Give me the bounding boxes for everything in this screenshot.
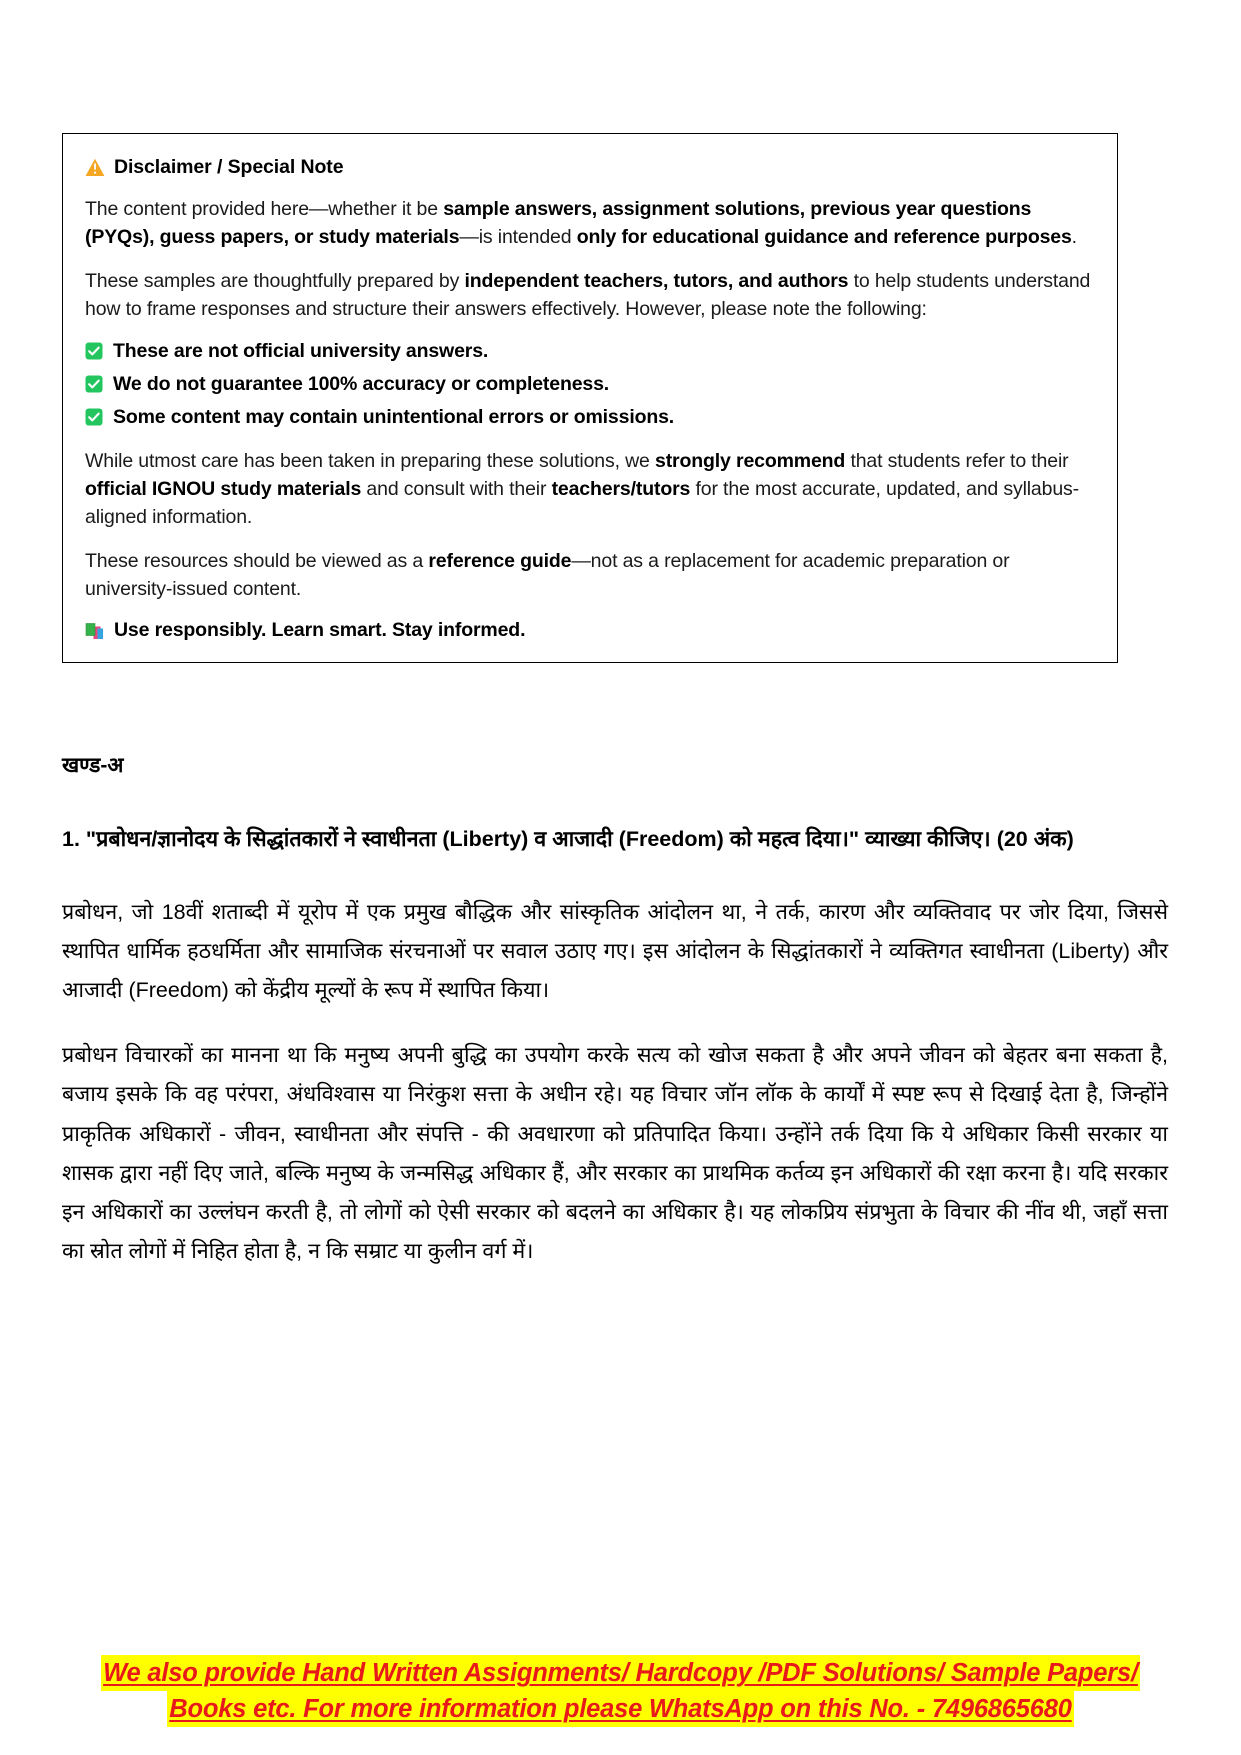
- disclaimer-paragraph-4: [85, 547, 1095, 603]
- plain-text: While utmost care has been taken in preparing these solutions, we: [85, 450, 656, 473]
- disclaimer-paragraph-2: [85, 267, 1095, 323]
- answer-paragraph: प्रबोधन विचारकों का मानना था कि मनुष्य अपनी बुद्धि का उपयोग करके सत्य को खोज सकता है और अपने जीवन को बेहतर बना सकता है, बजाय इसके कि वह परंपरा, अंधविश्वास या निरंकुश सत्ता के अधीन रहे। यह विचार जॉन लॉक के कार्यों में स्पष्ट रूप से दिखाई देता है, जिन्होंने प्राकृतिक अधिकारों - जीवन, स्वाधीनता और संपत्ति - की अवधारणा को प्रतिपादित किया। उन्होंने तर्क दिया कि ये अधिकार किसी सरकार या शासक द्वारा नहीं दिए जाते, बल्कि मनुष्य के जन्मसिद्ध अधिकार हैं, और सरकार का प्राथमिक कर्तव्य इन अधिकारों की रक्षा करना है। यदि सरकार इन अधिकारों का उल्लंघन करती है, तो लोगों को ऐसी सरकार को बदलने का अधिकार है। यह लोकप्रिय संप्रभुता के विचार की नींव थी, जहाँ सत्ता का स्रोत लोगों में निहित होता है, न कि सम्राट या कुलीन वर्ग में।: [62, 1043, 1168, 1263]
- disclaimer-bullet-text: These are not official university answers.: [113, 340, 489, 363]
- disclaimer-bullet-item: [85, 339, 1095, 365]
- disclaimer-final-note-row: [85, 619, 1095, 642]
- emphasis-text: teachers/tutors: [551, 478, 691, 501]
- green-check-icon: [85, 375, 103, 393]
- disclaimer-bullet-text: We do not guarantee 100% accuracy or completeness.: [113, 373, 610, 396]
- disclaimer-box: [62, 133, 1118, 663]
- emphasis-text: independent teachers, tutors, and authors: [464, 270, 849, 293]
- disclaimer-bullet-text: Some content may contain unintentional errors or omissions.: [113, 406, 675, 429]
- answer-content: [62, 752, 1168, 1297]
- answer-paragraph: प्रबोधन, जो 18वीं शताब्दी में यूरोप में एक प्रमुख बौद्धिक और सांस्कृतिक आंदोलन था, ने तर्क, कारण और व्यक्तिवाद पर जोर दिया, जिससे स्थापित धार्मिक हठधर्मिता और सामाजिक संरचनाओं पर सवाल उठाए गए। इस आंदोलन के सिद्धांतकारों ने व्यक्तिगत स्वाधीनता (Liberty) और आजादी (Freedom) को केंद्रीय मूल्यों के रूप में स्थापित किया।: [62, 899, 1168, 1003]
- emphasis-text: only for educational guidance and reference purposes: [576, 226, 1072, 249]
- disclaimer-bullet-item: [85, 372, 1095, 398]
- promo-footer-banner: [0, 1655, 1241, 1727]
- plain-text: The content provided here—whether it be: [85, 198, 444, 220]
- disclaimer-bullet-list: [85, 339, 1095, 431]
- question-line-1: 1. "प्रबोधन/ज्ञानोदय के सिद्धांतकारों ने स्वाधीनता (Liberty) व आजादी (Freedom) को महत्व दिया।" व्याख्या कीजिए।: [62, 827, 991, 852]
- disclaimer-paragraph-3: [85, 447, 1095, 531]
- books-icon: [85, 622, 104, 640]
- plain-text: These resources should be viewed as a: [85, 550, 429, 573]
- plain-text: These samples are thoughtfully prepared by: [85, 270, 465, 293]
- question-text: [62, 821, 1168, 859]
- emphasis-text: sample answers, assignment solutions, previous year questions (PYQs), guess papers, or study materials: [85, 198, 1032, 249]
- plain-text: for the most accurate, updated, and syllabus-aligned information.: [85, 478, 1079, 529]
- green-check-icon: [85, 342, 103, 360]
- answer-paragraphs: [62, 893, 1168, 1271]
- promo-line-2: Books etc. For more information please WhatsApp on this No. - 7496865680: [167, 1691, 1073, 1727]
- emphasis-text: official IGNOU study materials: [85, 478, 362, 501]
- emphasis-text: reference guide: [428, 550, 572, 573]
- disclaimer-bullet-item: [85, 405, 1095, 431]
- disclaimer-final-note-text: Use responsibly. Learn smart. Stay informed.: [114, 619, 526, 642]
- plain-text: —not as a replacement for academic preparation or university-issued content.: [85, 550, 1010, 601]
- warning-triangle-icon: [85, 158, 105, 177]
- disclaimer-title-text: Disclaimer / Special Note: [114, 156, 344, 178]
- plain-text: that students refer to their: [845, 450, 1069, 473]
- promo-line-1: We also provide Hand Written Assignments/ Hardcopy /PDF Solutions/ Sample Papers/: [101, 1655, 1140, 1691]
- disclaimer-title-row: [85, 156, 1095, 179]
- plain-text: —is intended: [459, 226, 577, 249]
- emphasis-text: strongly recommend: [655, 450, 846, 473]
- plain-text: to help students understand how to frame responses and structure their answers effectively. However, please note the following:: [85, 270, 1091, 321]
- green-check-icon: [85, 408, 103, 426]
- section-heading: खण्ड-अ: [62, 754, 124, 777]
- plain-text: .: [1071, 226, 1077, 249]
- disclaimer-paragraph-1: [85, 195, 1095, 251]
- plain-text: and consult with their: [361, 478, 552, 501]
- question-marks: (20 अंक): [996, 827, 1074, 852]
